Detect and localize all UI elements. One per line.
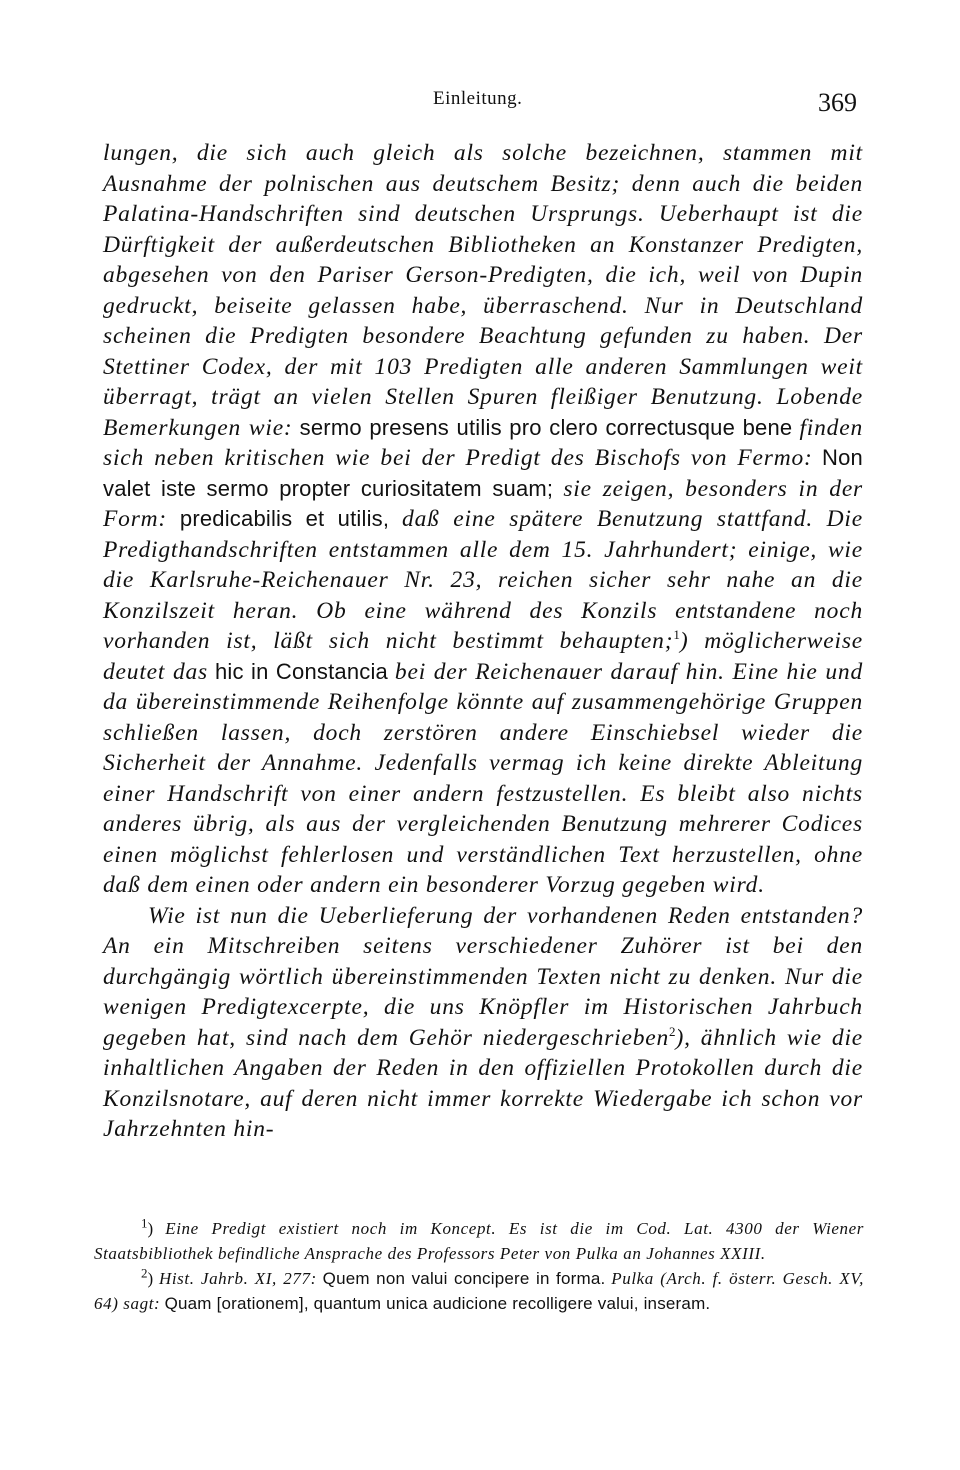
text-span: Wie ist nun die Ueberlieferung der vorhandenen Reden entstanden? An ein Mitschreiben seitens verschiedener Zuhörer ist bei den durchgängig wörtlich übereinstimmenden Texten nicht zu denken. Nur die wenigen Predigtexcerpte, die uns Knöpfler im Historischen Jahrbuch gegeben hat, sind nach dem Gehör niedergeschrieben	[103, 902, 863, 1051]
footnote-ref-1: 1	[673, 627, 680, 643]
text-span: daß eine spätere Benutzung stattfand. Die Predigthandschriften entstammen alle dem 15. Jahrhundert; einige, wie die Karlsruhe-Reichenauer Nr. 23, reichen sicher sehr nahe an die Konzilszeit heran. Ob eine während des Konzils entstandene noch vorhanden ist, läßt sich nicht bestimmt behaupten;	[103, 506, 863, 654]
running-head: Einleitung.	[433, 88, 523, 109]
footnote-ref-2: 2	[669, 1023, 676, 1039]
page-header	[0, 88, 960, 122]
footnote-1	[94, 1216, 864, 1266]
footnote-text: Hist. Jahrb. XI, 277:	[158, 1269, 317, 1288]
latin-quote: Quem non valui concipere in forma.	[322, 1269, 606, 1288]
footnotes	[94, 1216, 864, 1316]
latin-quote: Non valet iste sermo propter curiositatem suam;	[103, 445, 863, 501]
text-span: finden sich neben kritischen wie bei der Predigt des Bischofs von Fermo:	[103, 414, 863, 471]
text-span: ) möglicherweise deutet das	[103, 628, 863, 685]
footnote-marker-close: )	[147, 1219, 154, 1238]
text-span: bei der Reichenauer darauf hin. Eine hie und da übereinstimmende Reihenfolge könnte auf zusammengehörige Gruppen schließen lassen, doch zerstören andere Einschiebsel wieder die Sicherheit der Annahme. Jedenfalls vermag ich keine direkte Ableitung einer Handschrift von einer andern festzustellen. Es bleibt also nichts anderes übrig, als aus der vergleichenden Benutzung mehrerer Codices einen möglichst fehlerlosen und verständlichen Text herzustellen, ohne daß dem einen oder andern ein besonderer Vorzug gegeben wird.	[103, 658, 864, 898]
footnote-2	[94, 1266, 864, 1316]
footnote-text: Pulka (Arch. f. österr. Gesch. XV, 64) sagt:	[94, 1269, 865, 1313]
latin-quote: hic in Constancia	[214, 658, 388, 684]
text-span: sie zeigen, besonders in der Form:	[103, 475, 863, 532]
latin-quote: predicabilis et utilis,	[179, 506, 390, 531]
main-text	[103, 138, 863, 1145]
footnote-marker-close: )	[147, 1269, 154, 1288]
latin-quote: sermo presens utilis pro clero correctusque bene	[299, 414, 793, 440]
latin-quote: Quam [orationem], quantum unica audicione recolligere valui, inseram.	[164, 1294, 711, 1313]
paragraph-1	[103, 138, 863, 901]
footnote-text: Eine Predigt existiert noch im Koncept. Es ist die im Cod. Lat. 4300 der Wiener Staatsbibliothek befindliche Ansprache des Professors Peter von Pulka an Johannes XXIII.	[94, 1219, 864, 1263]
footnote-marker: 2	[141, 1265, 148, 1281]
text-span: ), ähnlich wie die inhaltlichen Angaben der Reden in den offiziellen Protokollen durch die Konzilsnotare, auf deren nicht immer korrekte Wiedergabe ich schon vor Jahrzehnten hin-	[103, 1024, 863, 1142]
paragraph-2	[103, 901, 863, 1145]
text-span: lungen, die sich auch gleich als solche bezeichnen, stammen mit Ausnahme der polnischen aus deutschem Besitz; denn auch die beiden Palatina-Handschriften sind deutschen Ursprungs. Ueberhaupt ist die Dürftigkeit der außerdeutschen Bibliotheken an Konstanzer Predigten, abgesehen von den Pariser Gerson-Predigten, die ich, weil von Dupin gedruckt, beiseite gelassen habe, überraschend. Nur in Deutschland scheinen die Predigten besondere Beachtung gefunden zu haben. Der Stettiner Codex, der mit 103 Predigten alle anderen Sammlungen weit überragt, trägt an vielen Stellen Spuren fleißiger Benutzung. Lobende Bemerkungen wie:	[103, 140, 863, 441]
page-number: 369	[818, 88, 857, 117]
footnote-marker: 1	[141, 1215, 148, 1231]
